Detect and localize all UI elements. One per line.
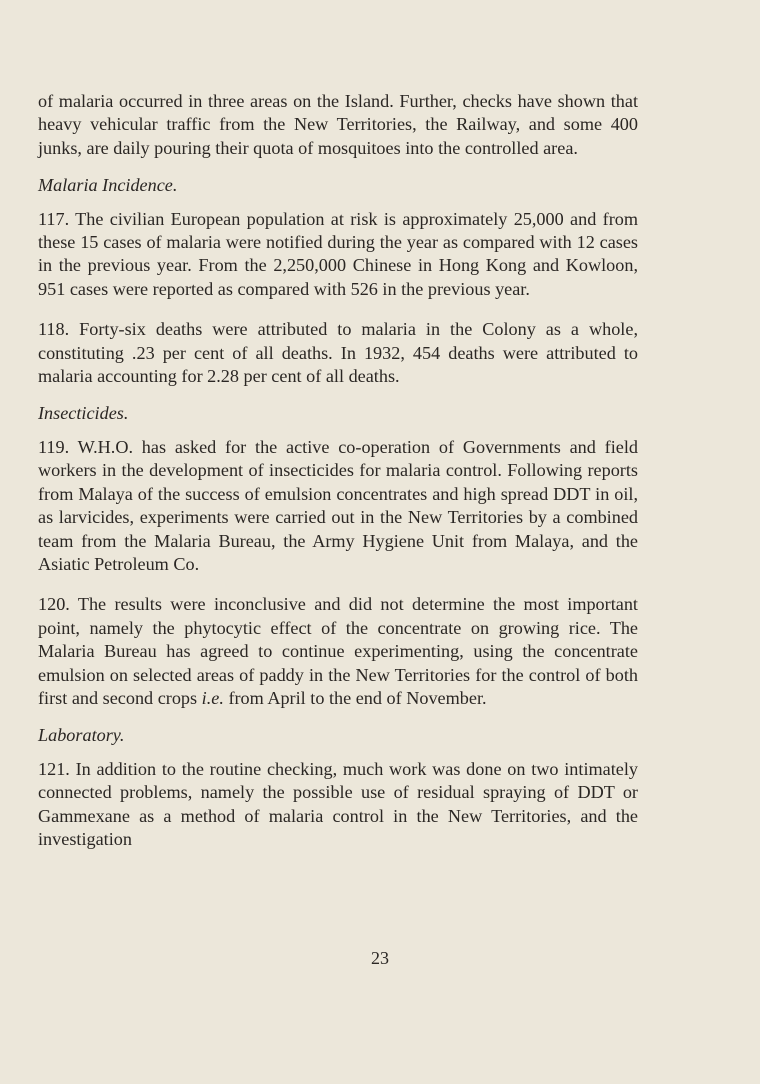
paragraph-121: 121. In addition to the routine checking, much work was done on two intimately connected problems, namely the possible use of residual spraying of DDT or Gammexane as a method of malaria control in the New Territories, and the investigation [38,758,638,849]
heading-insecticides: Insecticides. [38,403,129,424]
paragraph-120-part-a: 120. The results were inconclusive and did not determine the most important point, namely the phytocytic effect of the concentrate on growing rice. The Malaria Bureau has agreed to continue experimenting, using the concentrate emulsion on selected areas of paddy in the New Territories for the control of both first and second crops [38,594,638,708]
paragraph-120-part-b: from April to the end of November. [223,687,487,708]
paragraph-120 [38,593,638,710]
paragraph-120-ie: i.e. [201,687,224,708]
paragraph-119: 119. W.H.O. has asked for the active co-operation of Governments and field workers in the development of insecticides for malaria control. Following reports from Malaya of the success of emulsion concentrates and high spread DDT in oil, as larvicides, experiments were carried out in the New Territories by a combined team from the Malaria Bureau, the Army Hygiene Unit from Malaya, and the Asiatic Petroleum Co. [38,436,638,574]
heading-laboratory: Laboratory. [38,725,125,746]
page-number: 23 [371,948,389,968]
heading-malaria-incidence: Malaria Incidence. [38,175,178,196]
paragraph-118: 118. Forty-six deaths were attributed to malaria in the Colony as a whole, constituting .23 per cent of all deaths. In 1932, 454 deaths were attributed to malaria accounting for 2.28 per cent of all deaths. [38,319,638,387]
document-page [38,90,638,851]
paragraph-continued: of malaria occurred in three areas on the Island. Further, checks have shown that heavy vehicular traffic from the New Territories, the Railway, and some 400 junks, are daily pouring their quota of mosquitoes into the controlled area. [38,91,638,158]
paragraph-117: 117. The civilian European population at risk is approximately 25,000 and from these 15 cases of malaria were notified during the year as compared with 12 cases in the previous year. From the 2,250,000 Chinese in Hong Kong and Kowloon, 951 cases were reported as compared with 526 in the previous year. [38,208,638,299]
